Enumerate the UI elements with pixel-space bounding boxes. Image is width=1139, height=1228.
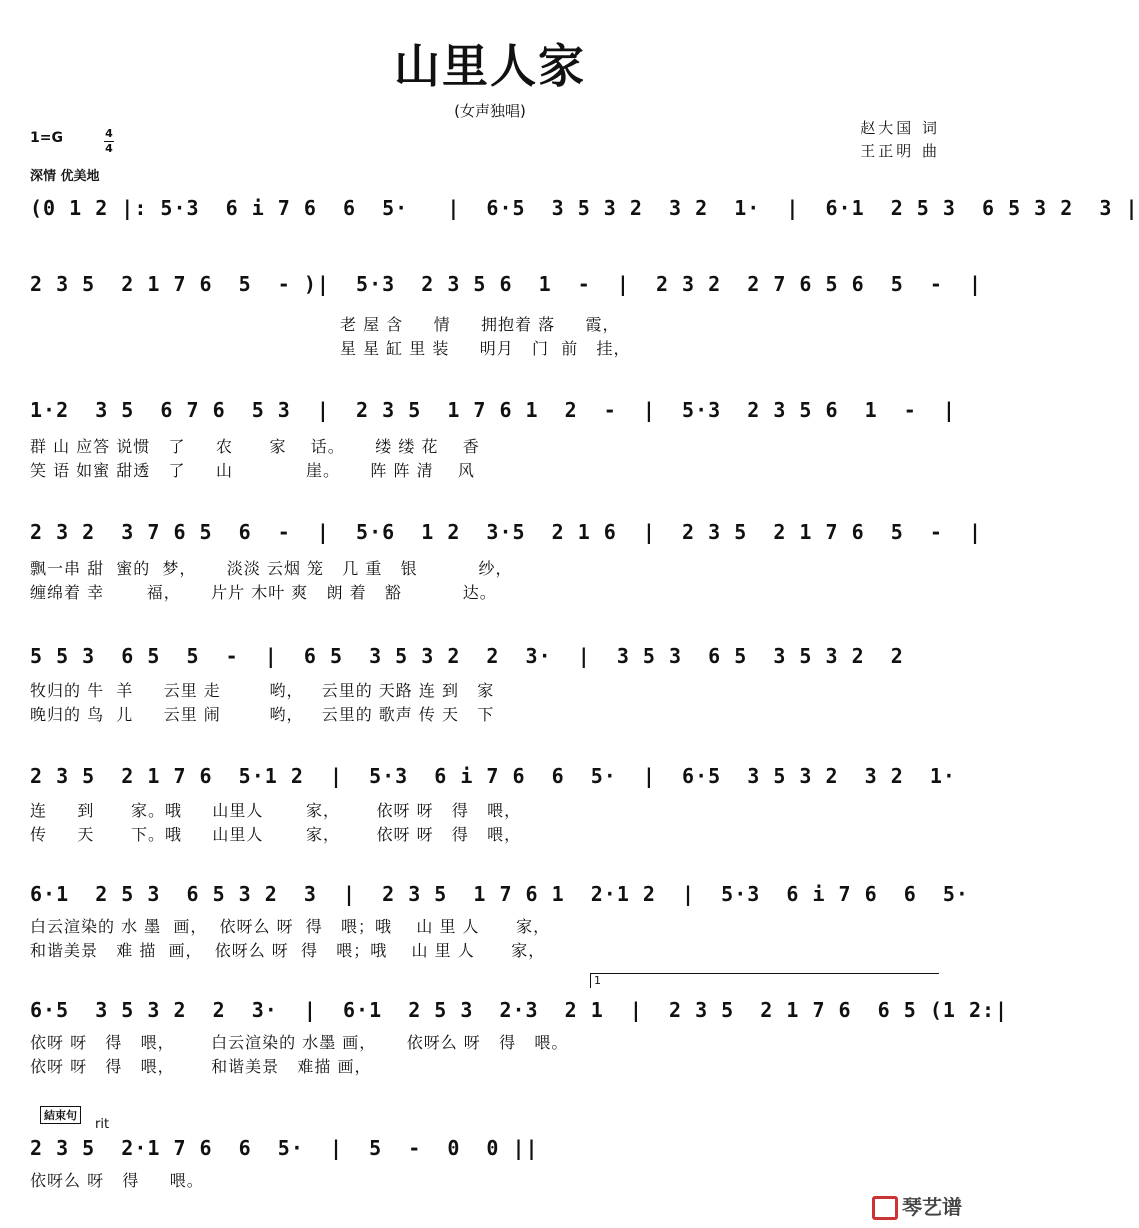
lyrics-row-6-verse-1: 白云渲染的 水 墨 画， 依呀么 呀 得 喂；哦 山 里 人 家， bbox=[30, 917, 551, 936]
lyrics-row-8-verse-1: 依呀么 呀 得 喂。 bbox=[30, 1171, 204, 1190]
lyrics-row-7-verse-2: 依呀 呀 得 喂， 和谐美景 难描 画， bbox=[30, 1057, 372, 1076]
lyrics-row-3-verse-1: 飘一串 甜 蜜的 梦， 淡淡 云烟 笼 几 重 银 纱， bbox=[30, 559, 513, 578]
notes-row-7: 6·5 3 5 3 2 2 3· | 6·1 2 5 3 2·3 2 1 | 2 3 5 2 1 7 6 6 5 (1 2:| bbox=[30, 998, 1009, 1022]
watermark-text: 琴艺谱 bbox=[902, 1194, 962, 1219]
time-top: 4 bbox=[105, 127, 113, 140]
notes-row-8: 2 3 5 2·1 7 6 6 5· | 5 - 0 0 || bbox=[30, 1136, 539, 1160]
time-bottom: 4 bbox=[105, 142, 113, 155]
lyricist-credit: 赵大国 词 bbox=[860, 119, 940, 137]
page-title: 山里人家 bbox=[394, 39, 586, 93]
notes-row-6: 6·1 2 5 3 6 5 3 2 3 | 2 3 5 1 7 6 1 2·1 2 | 5·3 6 i 7 6 6 5· bbox=[30, 882, 969, 906]
lyrics-row-1-verse-1: 老 屋 含 情 拥抱着 落 霞， bbox=[340, 315, 620, 334]
volta-bracket: 1 bbox=[590, 973, 939, 988]
notes-row-4: 5 5 3 6 5 5 - | 6 5 3 5 3 2 2 3· | 3 5 3 6 5 3 5 3 2 2 bbox=[30, 644, 904, 668]
lyrics-row-1-verse-2: 星 星 缸 里 装 明月 门 前 挂， bbox=[340, 339, 631, 358]
watermark-logo-icon bbox=[872, 1196, 898, 1220]
lyrics-row-7-verse-1: 依呀 呀 得 喂， 白云渲染的 水墨 画， 依呀么 呀 得 喂。 bbox=[30, 1033, 569, 1052]
lyrics-row-2-verse-1: 群 山 应答 说惯 了 农 家 话。 缕 缕 花 香 bbox=[30, 437, 480, 456]
time-signature bbox=[104, 128, 114, 155]
subtitle: (女声独唱) bbox=[454, 102, 526, 120]
tempo-marking: 深情 优美地 bbox=[30, 169, 100, 184]
key-signature: 1=G bbox=[30, 130, 63, 146]
lyrics-row-6-verse-2: 和谐美景 难 描 画， 依呀么 呀 得 喂；哦 山 里 人 家， bbox=[30, 941, 546, 960]
lyrics-row-5-verse-1: 连 到 家。哦 山里人 家， 依呀 呀 得 喂， bbox=[30, 801, 522, 820]
lyrics-row-2-verse-2: 笑 语 如蜜 甜透 了 山 崖。 阵 阵 清 风 bbox=[30, 461, 475, 480]
watermark bbox=[872, 1191, 962, 1221]
notes-row-3: 2 3 2 3 7 6 5 6 - | 5·6 1 2 3·5 2 1 6 | 2 3 5 2 1 7 6 5 - | bbox=[30, 520, 982, 544]
composer-credit: 王正明 曲 bbox=[860, 142, 940, 160]
ritardando-mark: rit bbox=[95, 1117, 110, 1132]
lyrics-row-5-verse-2: 传 天 下。哦 山里人 家， 依呀 呀 得 喂， bbox=[30, 825, 522, 844]
notes-row-5: 2 3 5 2 1 7 6 5·1 2 | 5·3 6 i 7 6 6 5· | 6·5 3 5 3 2 3 2 1· bbox=[30, 764, 956, 788]
lyrics-row-4-verse-1: 牧归的 牛 羊 云里 走 哟， 云里的 天路 连 到 家 bbox=[30, 681, 495, 700]
ending-label: 結束句 bbox=[40, 1106, 81, 1124]
lyrics-row-4-verse-2: 晚归的 鸟 儿 云里 闹 哟， 云里的 歌声 传 天 下 bbox=[30, 705, 495, 724]
notes-row-0: (0 1 2 |: 5·3 6 i 7 6 6 5· | 6·5 3 5 3 2 3 2 1· | 6·1 2 5 3 6 5 3 2 3 | bbox=[30, 196, 1139, 220]
notes-row-2: 1·2 3 5 6 7 6 5 3 | 2 3 5 1 7 6 1 2 - | 5·3 2 3 5 6 1 - | bbox=[30, 398, 956, 422]
notes-row-1: 2 3 5 2 1 7 6 5 - )| 5·3 2 3 5 6 1 - | 2 3 2 2 7 6 5 6 5 - | bbox=[30, 272, 982, 296]
lyrics-row-3-verse-2: 缠绵着 幸 福， 片片 木叶 爽 朗 着 豁 达。 bbox=[30, 583, 497, 602]
